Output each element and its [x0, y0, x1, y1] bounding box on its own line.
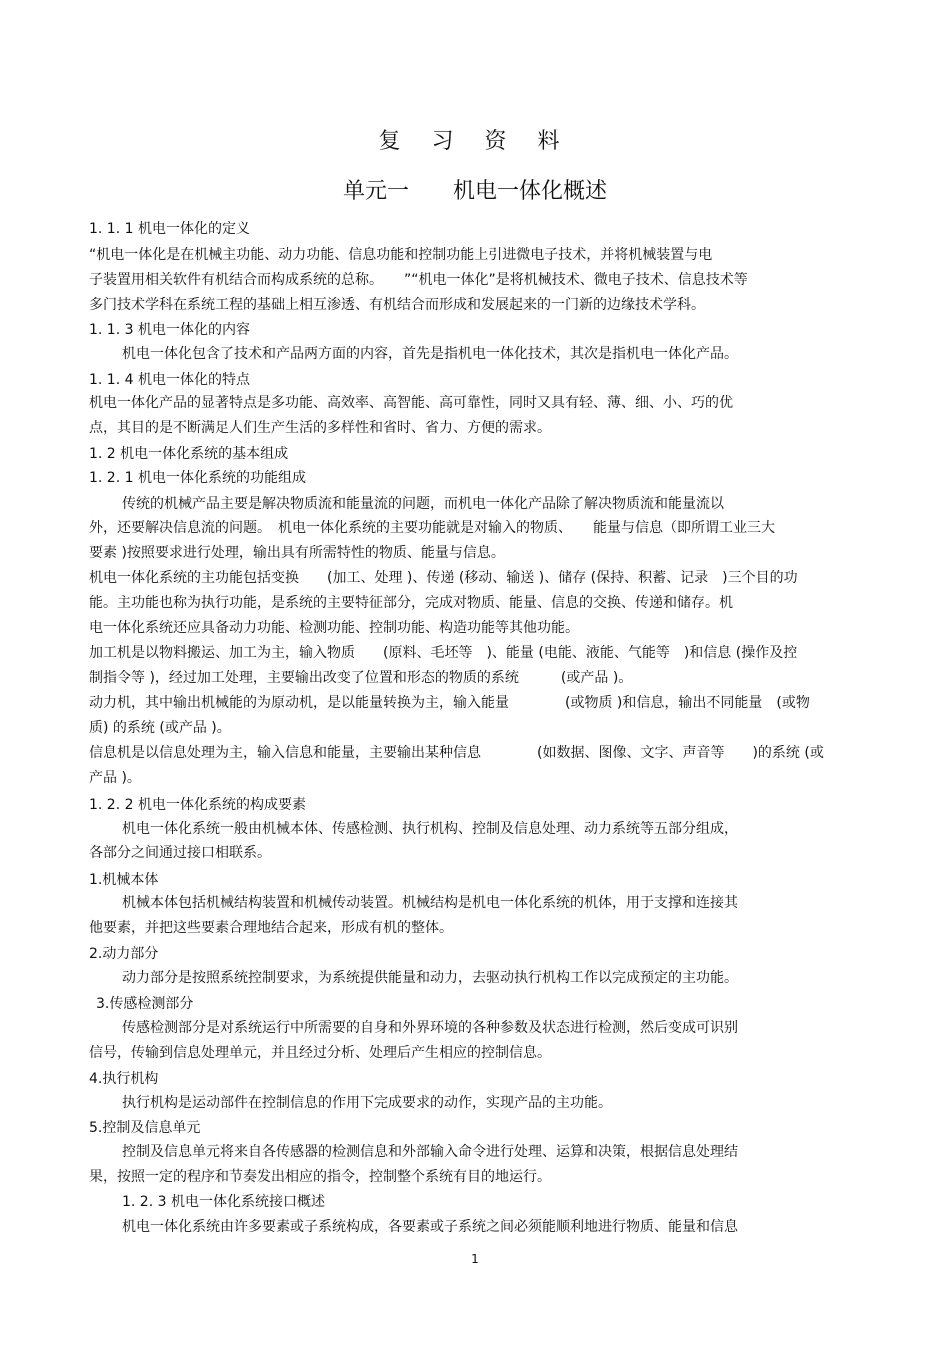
- chapter-title: 单元一 机电一体化概述: [342, 179, 607, 204]
- body-line: 制指令等 )，经过加工处理，主要输出改变了位置和形态的物质的系统 (或产品 )。: [89, 670, 633, 686]
- body-line: 机电一体化产品的显著特点是多功能、高效率、高智能、高可靠性，同时又具有轻、薄、细、小、巧的优: [89, 395, 733, 411]
- heading-line: 1. 1. 1 机电一体化的定义: [89, 221, 250, 237]
- body-line: 各部分之间通过接口相联系。: [89, 845, 271, 861]
- page-number: 1: [471, 1252, 479, 1266]
- heading-line: 1. 2 机电一体化系统的基本组成: [89, 446, 289, 462]
- body-line: 果，按照一定的程序和节奏发出相应的指令，控制整个系统有目的地运行。: [89, 1169, 551, 1185]
- heading-line: 1. 2. 2 机电一体化系统的构成要素: [89, 797, 306, 813]
- body-line: 产品 )。: [89, 770, 141, 786]
- body-line: 能。主功能也称为执行功能，是系统的主要特征部分，完成对物质、能量、信息的交换、传递和储存。机: [89, 595, 733, 611]
- body-line: 机电一体化系统的主功能包括变换 (加工、处理 )、传递 (移动、输送 )、储存 (保持、积蓄、记录 )三个目的功: [89, 570, 798, 586]
- body-line: 控制及信息单元将来自各传感器的检测信息和外部输入命令进行处理、运算和决策，根据信息处理结: [122, 1144, 738, 1160]
- heading-line: 1. 1. 4 机电一体化的特点: [89, 372, 250, 388]
- body-line: 点，其目的是不断满足人们生产生活的多样性和省时、省力、方便的需求。: [89, 420, 551, 436]
- body-line: 机电一体化系统由许多要素或子系统构成，各要素或子系统之间必须能顺利地进行物质、能量和信息: [122, 1219, 738, 1235]
- heading-line: 3.传感检测部分: [96, 996, 194, 1012]
- heading-line: 1. 2. 3 机电一体化系统接口概述: [122, 1194, 325, 1210]
- body-line: 信息机是以信息处理为主，输入信息和能量，主要输出某种信息 (如数据、图像、文字、声音等 )的系统 (或: [89, 745, 824, 761]
- body-line: 外，还要解决信息流的问题。 机电一体化系统的主要功能就是对输入的物质、 能量与信息（即所谓工业三大: [89, 520, 775, 536]
- body-line: 他要素，并把这些要素合理地结合起来，形成有机的整体。: [89, 920, 453, 936]
- body-line: “机电一体化是在机械主功能、动力功能、信息功能和控制功能上引进微电子技术，并将机械装置与电: [89, 247, 713, 263]
- body-line: 信号，传输到信息处理单元，并且经过分析、处理后产生相应的控制信息。: [89, 1045, 551, 1061]
- heading-line: 1. 1. 3 机电一体化的内容: [89, 322, 250, 338]
- body-line: 加工机是以物料搬运、加工为主，输入物质 (原料、毛坯等 )、能量 (电能、液能、气能等 )和信息 (操作及控: [89, 645, 798, 661]
- body-line: 电一体化系统还应具备动力功能、检测功能、控制功能、构造功能等其他功能。: [89, 620, 579, 636]
- heading-line: 5.控制及信息单元: [89, 1120, 201, 1136]
- body-line: 要素 )按照要求进行处理，输出具有所需特性的物质、能量与信息。: [89, 545, 505, 561]
- heading-line: 1.机械本体: [89, 872, 159, 888]
- body-line: 子装置用相关软件有机结合而构成系统的总称。 ”“机电一体化”是将机械技术、微电子技术、信息技术等: [89, 272, 748, 288]
- body-line: 机电一体化包含了技术和产品两方面的内容，首先是指机电一体化技术，其次是指机电一体化产品。: [122, 346, 738, 362]
- body-line: 传感检测部分是对系统运行中所需要的自身和外界环境的各种参数及状态进行检测，然后变成可识别: [122, 1020, 738, 1036]
- body-line: 动力部分是按照系统控制要求，为系统提供能量和动力，去驱动执行机构工作以完成预定的主功能。: [122, 970, 738, 986]
- body-line: 机械本体包括机械结构装置和机械传动装置。机械结构是机电一体化系统的机体，用于支撑和连接其: [122, 895, 738, 911]
- body-line: 多门技术学科在系统工程的基础上相互渗透、有机结合而形成和发展起来的一门新的边缘技术学科。: [89, 297, 705, 313]
- body-line: 机电一体化系统一般由机械本体、传感检测、执行机构、控制及信息处理、动力系统等五部分组成，: [122, 821, 738, 837]
- heading-line: 4.执行机构: [89, 1071, 159, 1087]
- body-line: 执行机构是运动部件在控制信息的作用下完成要求的动作，实现产品的主功能。: [122, 1095, 612, 1111]
- body-line: 动力机，其中输出机械能的为原动机，是以能量转换为主，输入能量 (或物质 )和信息，输出不同能量 (或物: [89, 695, 810, 711]
- heading-line: 2.动力部分: [89, 946, 159, 962]
- document-title: 复 习 资 料: [378, 129, 572, 154]
- body-line: 质) 的系统 (或产品 )。: [89, 720, 231, 736]
- heading-line: 1. 2. 1 机电一体化系统的功能组成: [89, 470, 306, 486]
- body-line: 传统的机械产品主要是解决物质流和能量流的问题，而机电一体化产品除了解决物质流和能量流以: [122, 496, 724, 512]
